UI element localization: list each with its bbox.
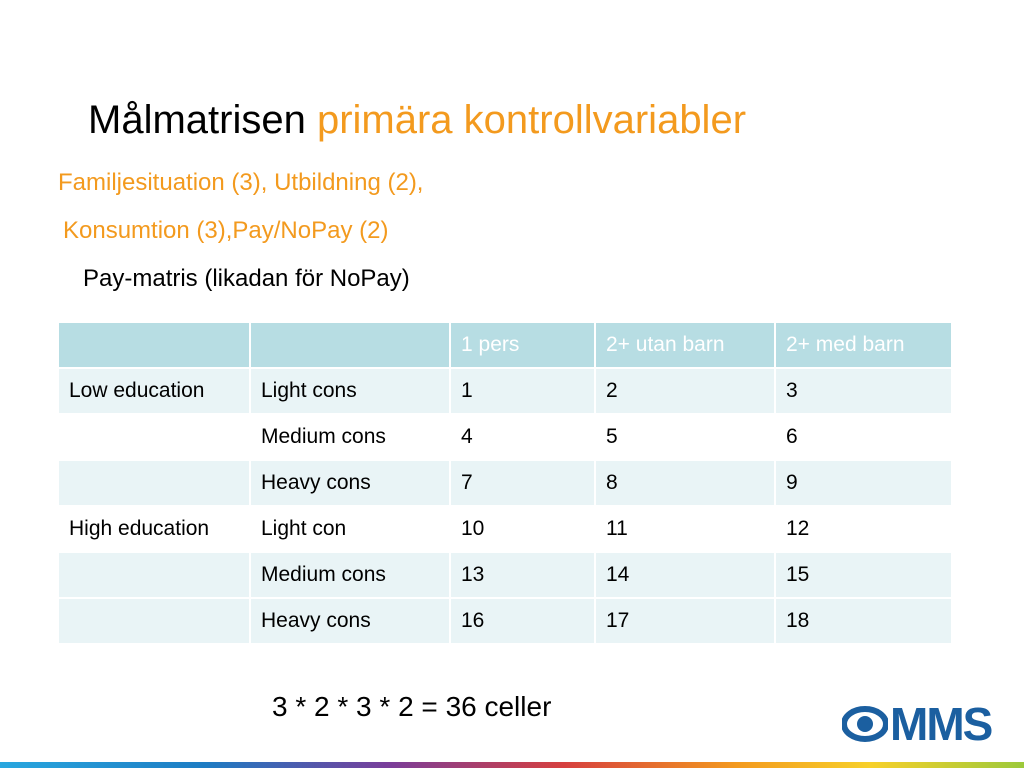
table-cell bbox=[58, 598, 250, 644]
header-cell: 2+ utan barn bbox=[595, 322, 775, 368]
header-cell: 1 pers bbox=[450, 322, 595, 368]
table-cell: Light cons bbox=[250, 368, 450, 414]
table-row bbox=[58, 368, 952, 414]
bottom-color-bar bbox=[0, 762, 1024, 768]
title-main: Målmatrisen bbox=[88, 98, 306, 142]
table-cell bbox=[58, 460, 250, 506]
table-cell: 16 bbox=[450, 598, 595, 644]
table-cell: 8 bbox=[595, 460, 775, 506]
mms-logo bbox=[842, 700, 1008, 748]
table-cell: Low education bbox=[58, 368, 250, 414]
table-row bbox=[58, 414, 952, 460]
table-cell: 15 bbox=[775, 552, 952, 598]
table-cell: 4 bbox=[450, 414, 595, 460]
pay-matrix-label: Pay-matris (likadan för NoPay) bbox=[83, 265, 410, 292]
table-cell: 14 bbox=[595, 552, 775, 598]
target-matrix-table bbox=[57, 321, 953, 645]
table-cell: 13 bbox=[450, 552, 595, 598]
header-cell bbox=[250, 322, 450, 368]
table-cell: Heavy cons bbox=[250, 460, 450, 506]
cell-count-formula: 3 * 2 * 3 * 2 = 36 celler bbox=[272, 691, 552, 722]
table-cell: 18 bbox=[775, 598, 952, 644]
logo-text: MMS bbox=[890, 698, 992, 750]
table-row bbox=[58, 598, 952, 644]
subtitle-family: Familjesituation (3), bbox=[58, 169, 268, 196]
table-row bbox=[58, 506, 952, 552]
table-row bbox=[58, 552, 952, 598]
header-cell: 2+ med barn bbox=[775, 322, 952, 368]
table-cell: 5 bbox=[595, 414, 775, 460]
subtitle-education: Utbildning (2), bbox=[267, 169, 424, 196]
table-cell bbox=[58, 414, 250, 460]
table-header-row bbox=[58, 322, 952, 368]
table-cell: Heavy cons bbox=[250, 598, 450, 644]
table-cell: High education bbox=[58, 506, 250, 552]
table-cell: Medium cons bbox=[250, 552, 450, 598]
table-cell: 17 bbox=[595, 598, 775, 644]
table-cell: 12 bbox=[775, 506, 952, 552]
table-cell: 7 bbox=[450, 460, 595, 506]
subtitle-line-1 bbox=[58, 168, 423, 198]
table-cell bbox=[58, 552, 250, 598]
title-accent: primära kontrollvariabler bbox=[316, 98, 747, 142]
eye-icon bbox=[842, 702, 888, 746]
table-cell: 1 bbox=[450, 368, 595, 414]
header-cell bbox=[58, 322, 250, 368]
table-cell: 2 bbox=[595, 368, 775, 414]
table-cell: 11 bbox=[595, 506, 775, 552]
table-cell: 9 bbox=[775, 460, 952, 506]
table-cell: 3 bbox=[775, 368, 952, 414]
table-cell: Light con bbox=[250, 506, 450, 552]
table-cell: 6 bbox=[775, 414, 952, 460]
subtitle-line-2: Konsumtion (3),Pay/NoPay (2) bbox=[63, 217, 389, 244]
slide-title bbox=[88, 94, 746, 146]
table-cell: 10 bbox=[450, 506, 595, 552]
table-cell: Medium cons bbox=[250, 414, 450, 460]
table-row bbox=[58, 460, 952, 506]
